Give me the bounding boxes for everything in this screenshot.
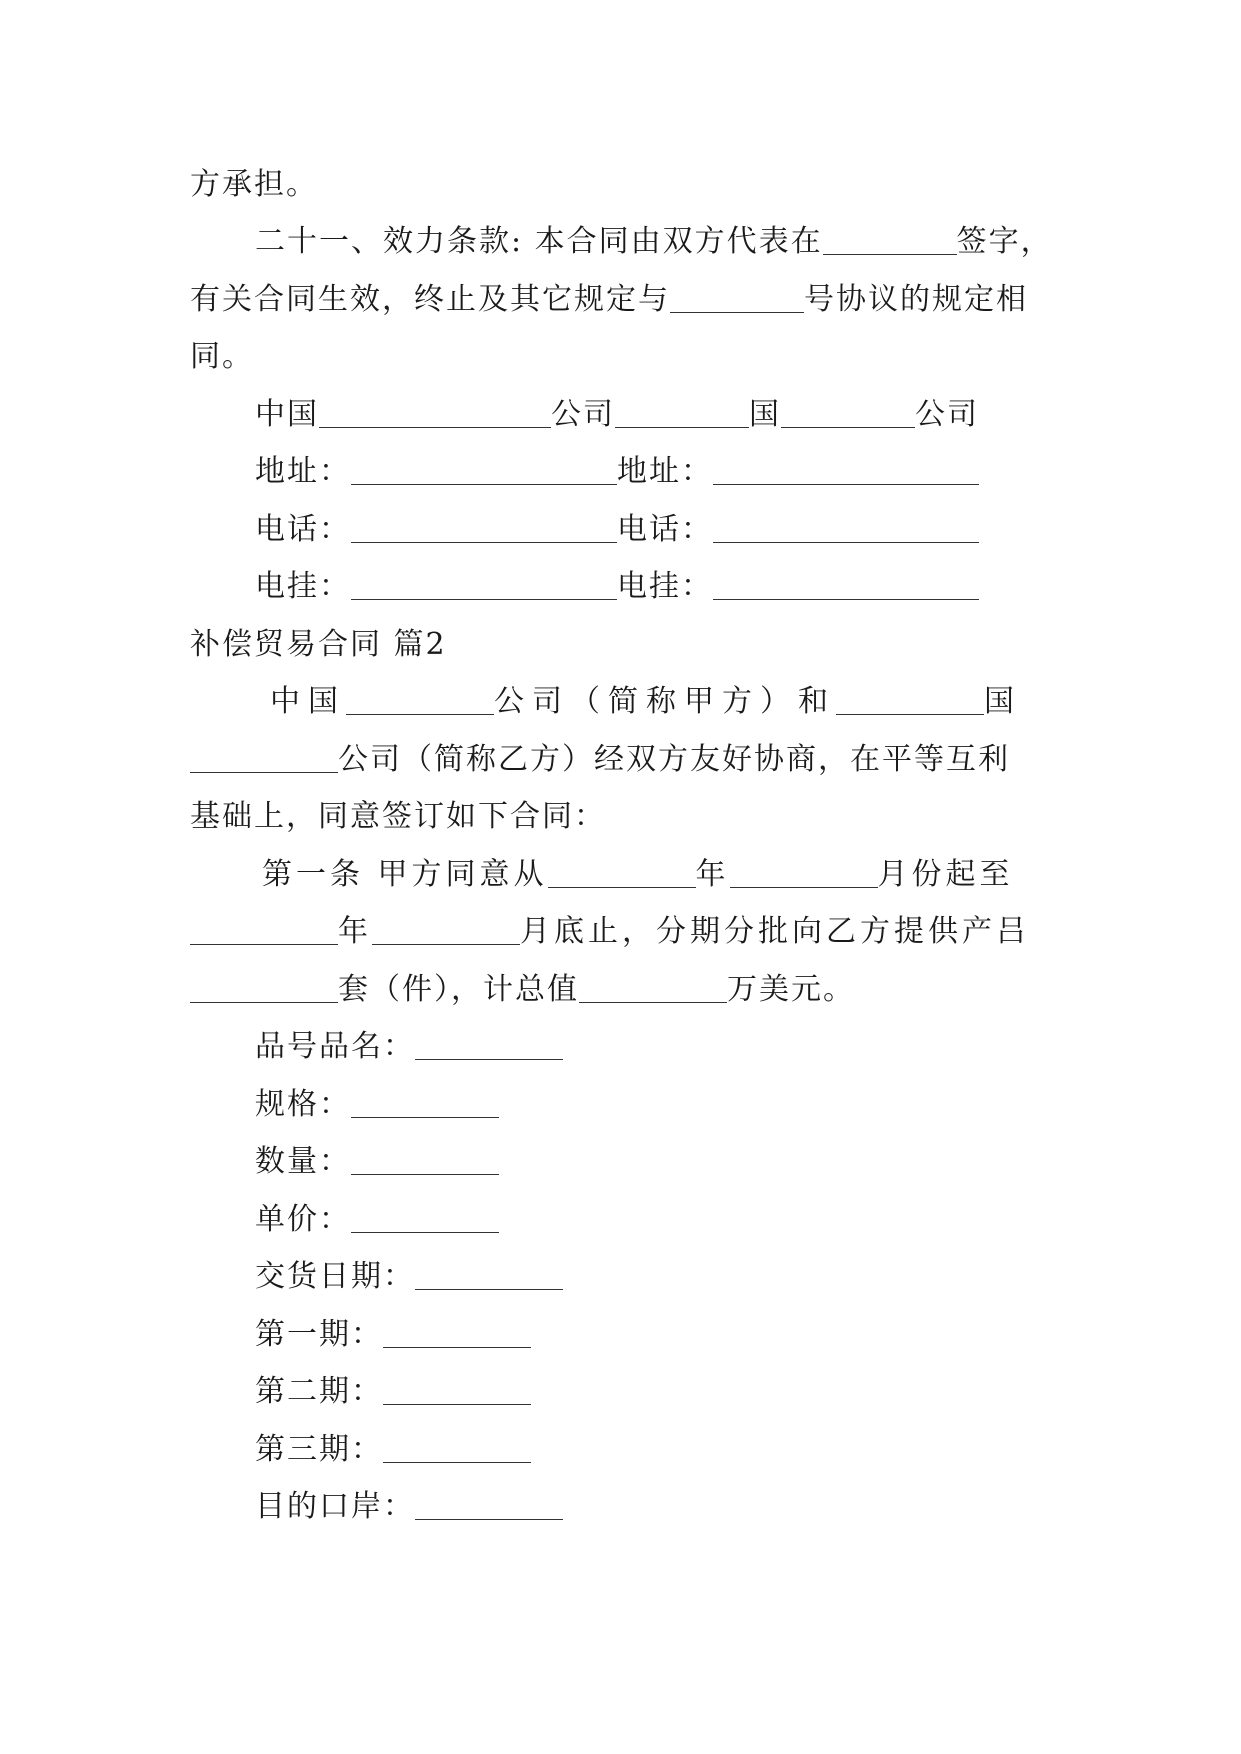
blank-field[interactable]	[781, 397, 915, 428]
blank-field[interactable]	[730, 857, 878, 888]
blank-field[interactable]	[579, 972, 727, 1003]
field-phase-3: 第三期：	[255, 1430, 531, 1470]
blank-field[interactable]	[351, 1144, 499, 1175]
blank-field[interactable]	[351, 1202, 499, 1233]
blank-field[interactable]	[383, 1432, 531, 1463]
section-heading: 补偿贸易合同 篇2	[190, 627, 447, 662]
field-destination-port: 目的口岸：	[255, 1487, 563, 1527]
signature-companies: 中国 公司 国 公司	[255, 397, 979, 432]
blank-field[interactable]	[351, 512, 617, 543]
preamble-line: 基础上，同意签订如下合同：	[190, 799, 606, 834]
blank-field[interactable]	[836, 684, 984, 715]
text-line: 方承担。	[190, 167, 318, 202]
article-1: 年 月底止，分期分批向乙方提供产吕	[190, 912, 1030, 952]
blank-field[interactable]	[615, 397, 749, 428]
field-quantity: 数量：	[255, 1142, 499, 1182]
address-row: 地址： 地址：	[255, 452, 979, 492]
clause-21: 二十一、效力条款: 本合同由双方代表在 签字，	[255, 224, 1053, 259]
preamble-line: 中国 公司（简称甲方）和 国	[270, 684, 1022, 719]
blank-field[interactable]	[823, 224, 957, 255]
blank-field[interactable]	[346, 684, 494, 715]
blank-field[interactable]	[372, 914, 520, 945]
article-1: 第一条 甲方同意从 年 月份起至	[262, 857, 1014, 892]
blank-field[interactable]	[351, 1087, 499, 1118]
text-line: 同。	[190, 339, 254, 374]
field-spec: 规格：	[255, 1085, 499, 1125]
blank-field[interactable]	[713, 454, 979, 485]
blank-field[interactable]	[383, 1317, 531, 1348]
blank-field[interactable]	[713, 569, 979, 600]
blank-field[interactable]	[548, 857, 696, 888]
blank-field[interactable]	[415, 1259, 563, 1290]
blank-field[interactable]	[190, 972, 338, 1003]
phone-row: 电话： 电话：	[255, 510, 979, 550]
article-1: 套（件），计总值 万美元。	[190, 970, 855, 1010]
blank-field[interactable]	[190, 914, 338, 945]
text-line: 有关合同生效，终止及其它规定与 号协议的规定相	[190, 282, 1028, 317]
blank-field[interactable]	[415, 1489, 563, 1520]
blank-field[interactable]	[190, 742, 338, 773]
blank-field[interactable]	[670, 282, 804, 313]
blank-field[interactable]	[351, 454, 617, 485]
blank-field[interactable]	[319, 397, 551, 428]
preamble-line: 公司（简称乙方）经双方友好协商，在平等互利	[190, 740, 1010, 780]
field-product-name: 品号品名：	[255, 1027, 563, 1067]
field-phase-2: 第二期：	[255, 1372, 531, 1412]
blank-field[interactable]	[351, 569, 617, 600]
blank-field[interactable]	[415, 1029, 563, 1060]
blank-field[interactable]	[713, 512, 979, 543]
field-unit-price: 单价：	[255, 1200, 499, 1240]
blank-field[interactable]	[383, 1374, 531, 1405]
field-phase-1: 第一期：	[255, 1315, 531, 1355]
telex-row: 电挂： 电挂：	[255, 567, 979, 607]
field-delivery-date: 交货日期：	[255, 1257, 563, 1297]
